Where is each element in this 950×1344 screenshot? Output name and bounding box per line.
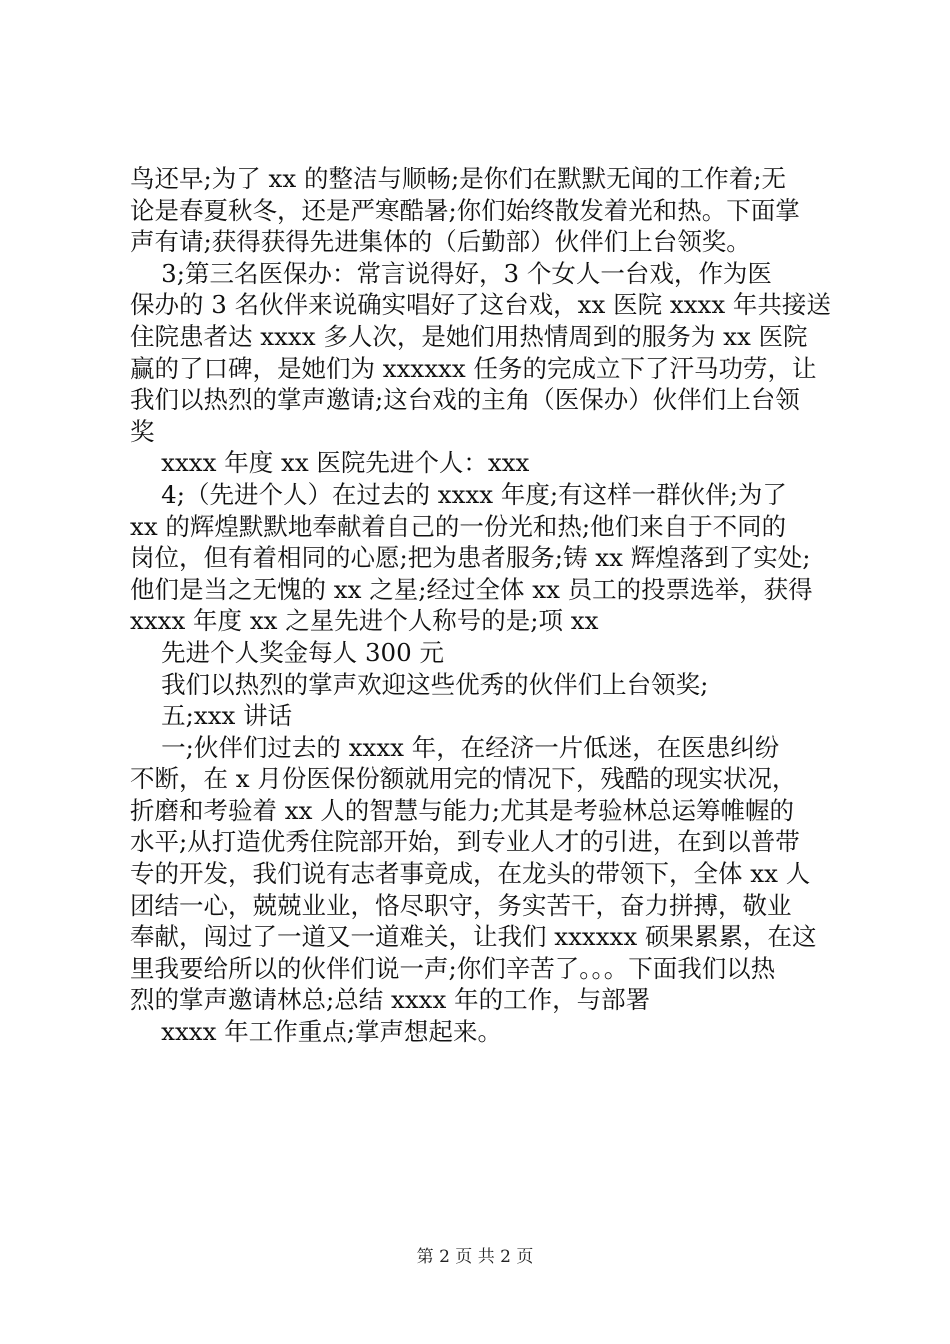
- text-line: 鸟还早;为了 xx 的整洁与顺畅;是你们在默默无闻的工作着;无: [130, 164, 786, 193]
- text-line: 奉献，闯过了一道又一道难关，让我们 xxxxxx 硕果累累，在这: [130, 922, 817, 952]
- text-line: 他们是当之无愧的 xx 之星;经过全体 xx 员工的投票选举，获得: [130, 574, 813, 604]
- text-line: 赢的了口碑，是她们为 xxxxxx 任务的完成立下了汗马功劳，让: [130, 353, 817, 383]
- text-line: 奖: [130, 416, 155, 446]
- text-line: 4;（先进个人）在过去的 xxxx 年度;有这样一群伙伴;为了: [130, 479, 787, 509]
- text-line: 里我要给所以的伙伴们说一声;你们辛苦了。。。下面我们以热: [130, 953, 776, 983]
- text-line: 住院患者达 xxxx 多人次，是她们用热情周到的服务为 xx 医院: [130, 321, 808, 351]
- text-line: 五;xxx 讲话: [130, 701, 293, 731]
- text-line: 岗位，但有着相同的心愿;把为患者服务;铸 xx 辉煌落到了实处;: [130, 543, 811, 573]
- text-line: 论是春夏秋冬，还是严寒酷暑;你们始终散发着光和热。下面掌: [130, 195, 800, 225]
- text-line: 不断，在 x 月份医保份额就用完的情况下，残酷的现实状况，: [130, 764, 797, 794]
- page-number-footer: 第 2 页 共 2 页: [416, 1247, 534, 1267]
- text-line: 3;第三名医保办：常言说得好，3 个女人一台戏，作为医: [130, 258, 772, 288]
- text-line: 折磨和考验着 xx 人的智慧与能力;尤其是考验林总运筹帷幄的: [130, 795, 794, 825]
- text-line: 一;伙伴们过去的 xxxx 年，在经济一片低迷，在医患纠纷: [130, 732, 780, 762]
- text-line: 专的开发，我们说有志者事竟成，在龙头的带领下，全体 xx 人: [130, 859, 811, 889]
- text-line: 团结一心，兢兢业业，恪尽职守，务实苦干，奋力拼搏，敬业: [130, 890, 792, 920]
- text-line: 声有请;获得获得先进集体的（后勤部）伙伴们上台领奖。: [130, 227, 751, 257]
- text-line: xxxx 年度 xx 医院先进个人：xxx: [130, 448, 530, 478]
- text-line: 烈的掌声邀请林总;总结 xxxx 年的工作，与部署: [130, 985, 651, 1015]
- text-line: 水平;从打造优秀住院部开始，到专业人才的引进，在到以普带: [130, 827, 800, 857]
- text-line: 先进个人奖金每人 300 元: [130, 637, 444, 667]
- text-line: xxxx 年工作重点;掌声想起来。: [130, 1017, 502, 1047]
- text-line: 保办的 3 名伙伴来说确实唱好了这台戏，xx 医院 xxxx 年共接送: [130, 290, 831, 320]
- text-line: xxxx 年度 xx 之星先进个人称号的是;项 xx: [130, 606, 599, 636]
- text-line: xx 的辉煌默默地奉献着自己的一份光和热;他们来自于不同的: [130, 511, 787, 541]
- text-line: 我们以热烈的掌声邀请;这台戏的主角（医保办）伙伴们上台领: [130, 385, 800, 415]
- document-body: [130, 163, 835, 1048]
- text-line: 我们以热烈的掌声欢迎这些优秀的伙伴们上台领奖;: [130, 669, 709, 699]
